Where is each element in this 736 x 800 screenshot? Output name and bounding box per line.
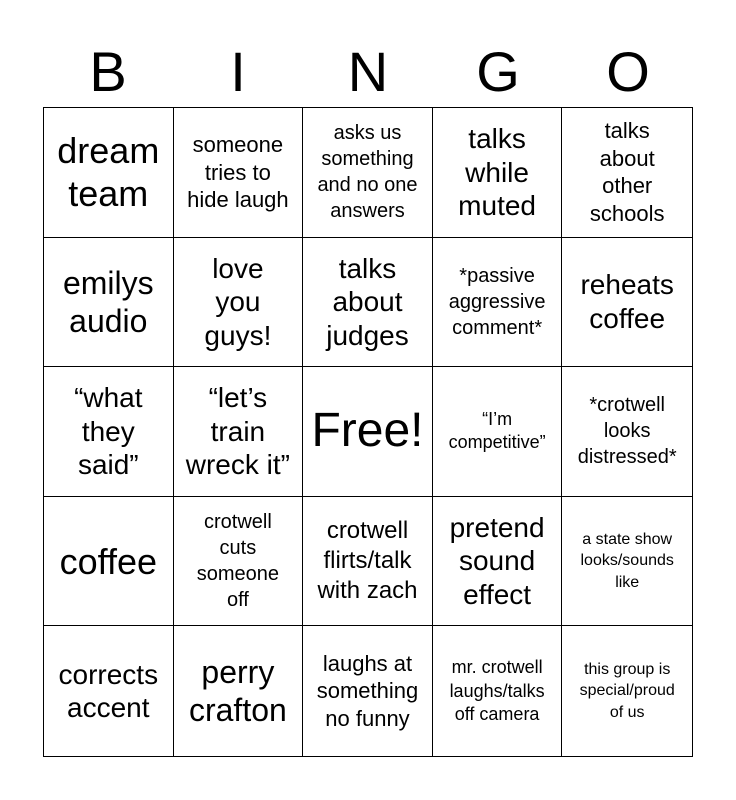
bingo-board — [43, 107, 693, 757]
cell-text: laughs at something no funny — [316, 650, 419, 731]
cell-text: *crotwell looks distressed* — [577, 394, 677, 469]
cell-text: this group is special/proud of us — [579, 660, 675, 721]
cell-text: talks about judges — [326, 252, 409, 351]
cell-text: “let’s train wreck it” — [185, 382, 290, 481]
bingo-cell-r5c2[interactable] — [174, 626, 304, 756]
header-letter-n: N — [347, 40, 389, 103]
cell-text: a state show looks/sounds like — [580, 530, 674, 591]
bingo-cell-r2c2[interactable] — [174, 238, 304, 368]
cell-text: someone tries to hide laugh — [187, 132, 289, 213]
cell-text: “what they said” — [74, 382, 143, 481]
bingo-cell-r2c1[interactable] — [44, 238, 174, 368]
cell-text: emilys audio — [62, 264, 154, 339]
bingo-cell-r4c3[interactable] — [303, 497, 433, 627]
bingo-cell-r4c1[interactable] — [44, 497, 174, 627]
bingo-cell-r3c4[interactable] — [433, 367, 563, 497]
bingo-cell-r2c3[interactable] — [303, 238, 433, 368]
bingo-cell-r2c4[interactable] — [433, 238, 563, 368]
cell-text: love you guys! — [204, 252, 272, 351]
cell-text: corrects accent — [58, 658, 159, 724]
cell-text: perry crafton — [188, 653, 287, 729]
cell-text: mr. crotwell laughs/talks off camera — [449, 657, 545, 724]
bingo-cell-r1c1[interactable] — [44, 108, 174, 238]
bingo-cell-r3c2[interactable] — [174, 367, 304, 497]
bingo-cell-r1c2[interactable] — [174, 108, 304, 238]
cell-text: “I’m competitive” — [448, 409, 546, 453]
cell-text: crotwell flirts/talk with zach — [317, 517, 418, 605]
cell-text: crotwell cuts someone off — [196, 511, 280, 612]
header-letter-g: G — [476, 40, 520, 103]
bingo-cell-r5c1[interactable] — [44, 626, 174, 756]
cell-text: talks about other schools — [589, 118, 665, 226]
cell-text: talks while muted — [458, 122, 536, 222]
cell-text: pretend sound effect — [449, 511, 545, 610]
bingo-cell-r5c3[interactable] — [303, 626, 433, 756]
bingo-cell-r5c5[interactable] — [562, 626, 692, 756]
header-letter-o: O — [606, 40, 650, 103]
header-letter-b: B — [89, 40, 127, 103]
bingo-cell-r2c5[interactable] — [562, 238, 692, 368]
cell-text: asks us something and no one answers — [317, 122, 418, 223]
bingo-cell-r3c5[interactable] — [562, 367, 692, 497]
bingo-cell-r3c1[interactable] — [44, 367, 174, 497]
header-letter-i: I — [230, 40, 246, 103]
bingo-cell-r4c5[interactable] — [562, 497, 692, 627]
bingo-cell-r4c4[interactable] — [433, 497, 563, 627]
bingo-cell-r5c4[interactable] — [433, 626, 563, 756]
cell-text: *passive aggressive comment* — [448, 264, 546, 339]
bingo-cell-r1c3[interactable] — [303, 108, 433, 238]
free-space-text: Free! — [311, 404, 424, 458]
cell-text: reheats coffee — [580, 269, 674, 334]
bingo-cell-r1c4[interactable] — [433, 108, 563, 238]
bingo-cell-r4c2[interactable] — [174, 497, 304, 627]
cell-text: dream team — [57, 130, 160, 215]
bingo-cell-free[interactable] — [303, 367, 433, 497]
cell-text: coffee — [59, 540, 157, 582]
bingo-cell-r1c5[interactable] — [562, 108, 692, 238]
bingo-header — [43, 38, 693, 106]
